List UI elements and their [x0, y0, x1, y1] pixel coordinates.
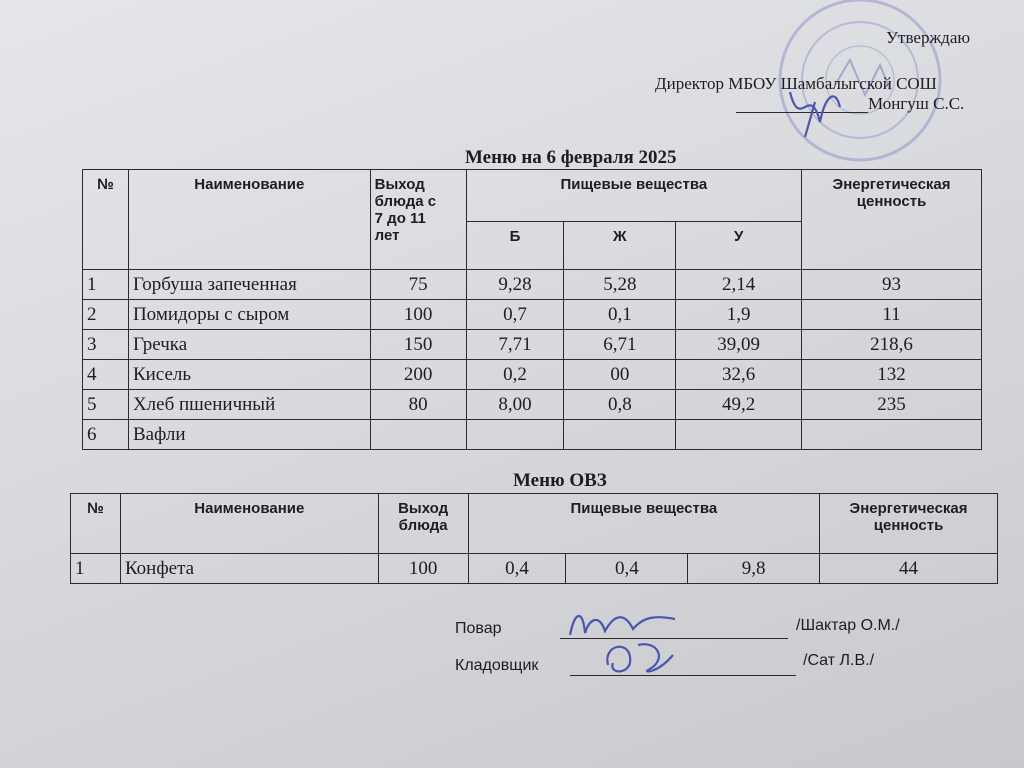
menu-table	[82, 169, 982, 450]
director-name: Монгуш С.С.	[868, 94, 965, 113]
director-line: Директор МБОУ Шамбалыгской СОШ	[655, 74, 937, 93]
table-row: 1 Горбуша запеченная 75 9,28 5,28 2,14 93	[83, 270, 982, 300]
table-row: 3 Гречка 150 7,71 6,71 39,09 218,6	[83, 330, 982, 360]
menu-title: Меню на 6 февраля 2025	[465, 147, 677, 168]
approve-label: Утверждаю	[886, 28, 971, 47]
header-name: Наименование	[128, 170, 370, 270]
header-number: №	[71, 494, 121, 554]
header-nutrients: Пищевые вещества	[466, 170, 802, 222]
table-row: 1 Конфета 100 0,4 0,4 9,8 44	[71, 554, 998, 584]
header-energy: Энергетическая ценность	[802, 170, 982, 270]
storekeeper-name: /Сат Л.В./	[803, 652, 875, 669]
table-row: 4 Кисель 200 0,2 00 32,6 132	[83, 360, 982, 390]
cook-name: /Шактар О.М./	[796, 617, 900, 634]
header-energy: Энергетическая ценность	[820, 494, 998, 554]
storekeeper-label: Кладовщик	[455, 657, 539, 674]
menu-ovz-table	[70, 493, 998, 584]
table-row: 6 Вафли	[83, 420, 982, 450]
table-row: 5 Хлеб пшеничный 80 8,00 0,8 49,2 235	[83, 390, 982, 420]
table-row: 2 Помидоры с сыром 100 0,7 0,1 1,9 11	[83, 300, 982, 330]
header-nutrients: Пищевые вещества	[468, 494, 819, 554]
header-output: Выход блюда	[378, 494, 468, 554]
header-name: Наименование	[120, 494, 378, 554]
header-protein: Б	[466, 222, 564, 270]
cook-label: Повар	[455, 620, 502, 637]
menu-ovz-title: Меню ОВЗ	[513, 470, 607, 491]
storekeeper-signature	[598, 635, 688, 680]
header-output: Выход блюда с 7 до 11 лет	[370, 170, 466, 270]
header-number: №	[83, 170, 129, 270]
director-signature	[780, 72, 850, 142]
header-fat: Ж	[564, 222, 676, 270]
header-carbs: У	[676, 222, 802, 270]
